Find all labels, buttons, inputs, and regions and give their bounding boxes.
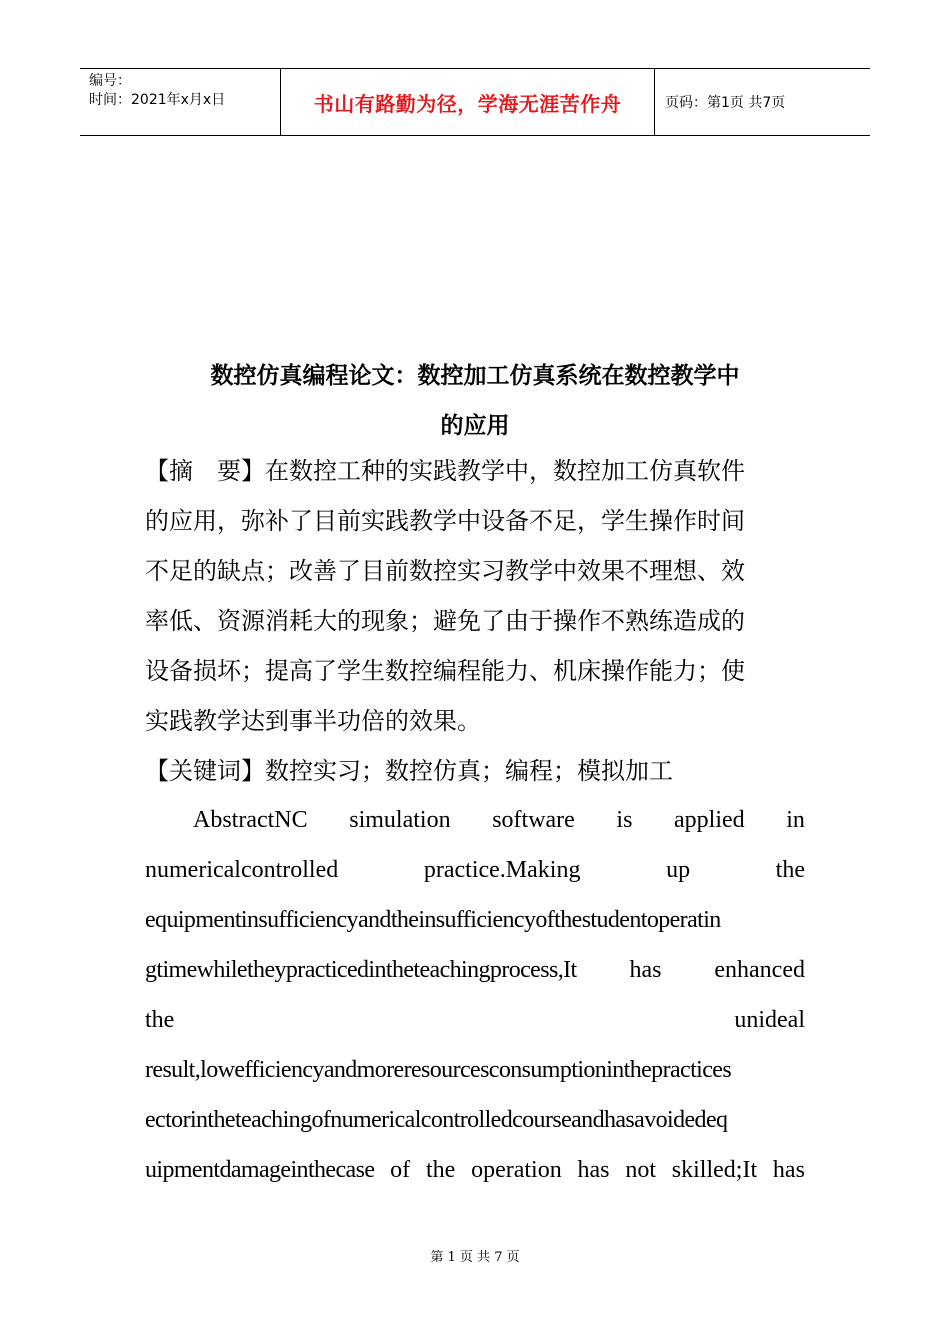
abstract-cn-line-6: 实践教学达到事半功倍的效果。: [145, 707, 481, 735]
abstract-cn-line-5: 设备损坏；提高了学生数控编程能力、机床操作能力；使: [145, 657, 745, 685]
abstract-en-line-7: ectorintheteachingofnumericalcontrolledcourseandhasavoidedeq: [145, 1107, 728, 1133]
word: enhanced: [714, 957, 805, 983]
abstract-en-line-3: equipmentinsufficiencyandtheinsufficiencyofthestudentoperatin: [145, 907, 721, 933]
abstract-en-line-2: [145, 855, 805, 885]
word: not: [625, 1157, 656, 1183]
abstract-cn-line-1: 【摘 要】在数控工种的实践教学中，数控加工仿真软件: [145, 457, 745, 485]
word: AbstractNC: [193, 807, 308, 833]
word: of: [390, 1157, 411, 1183]
keywords-line: 【关键词】数控实习；数控仿真；编程；模拟加工: [145, 757, 673, 785]
word: is: [616, 807, 633, 833]
number-label: 编号：: [89, 73, 131, 89]
word: has: [577, 1157, 610, 1183]
header-motto: 书山有路勤为径，学海无涯苦作舟: [281, 69, 655, 135]
abstract-en-line-4: [145, 955, 805, 985]
document-title-line-2: 的应用: [440, 413, 510, 439]
word: skilled;It: [671, 1157, 758, 1183]
word: software: [492, 807, 575, 833]
word: operation: [471, 1157, 562, 1183]
page-footer: 第 1 页 共 7 页: [430, 1250, 520, 1265]
word: up: [666, 857, 691, 883]
abstract-en-line-1: [193, 805, 805, 835]
document-title-line-1: 数控仿真编程论文：数控加工仿真系统在数控教学中: [210, 363, 740, 389]
time-label: 时间：2021年x月x日: [89, 92, 226, 108]
word: practice.Making: [423, 857, 581, 883]
header-meta-cell: [80, 69, 281, 135]
word: applied: [674, 807, 745, 833]
word: the: [425, 1157, 456, 1183]
abstract-cn-line-4: 率低、资源消耗大的现象；避免了由于操作不熟练造成的: [145, 607, 745, 635]
word: gtimewhiletheypracticedintheteachingprocess,It: [145, 957, 577, 983]
word: has: [629, 957, 662, 983]
document-header: [80, 68, 870, 136]
word: the: [145, 1007, 175, 1033]
word: uipmentdamageinthecase: [145, 1157, 375, 1183]
word: the: [775, 857, 805, 883]
word: unideal: [734, 1007, 805, 1033]
word: numericalcontrolled: [145, 857, 339, 883]
word: has: [772, 1157, 805, 1183]
abstract-cn-line-3: 不足的缺点；改善了目前数控实习教学中效果不理想、效: [145, 557, 745, 585]
abstract-en-line-6: result,lowefficiencyandmoreresourcesconsumptioninthepractices: [145, 1057, 732, 1083]
abstract-en-line-8: [145, 1155, 805, 1185]
word: in: [786, 807, 805, 833]
abstract-en-line-5: [145, 1005, 805, 1035]
header-page-info: 页码：第1页 共7页: [665, 95, 786, 111]
abstract-cn-line-2: 的应用，弥补了目前实践教学中设备不足，学生操作时间: [145, 507, 745, 535]
word: simulation: [349, 807, 451, 833]
